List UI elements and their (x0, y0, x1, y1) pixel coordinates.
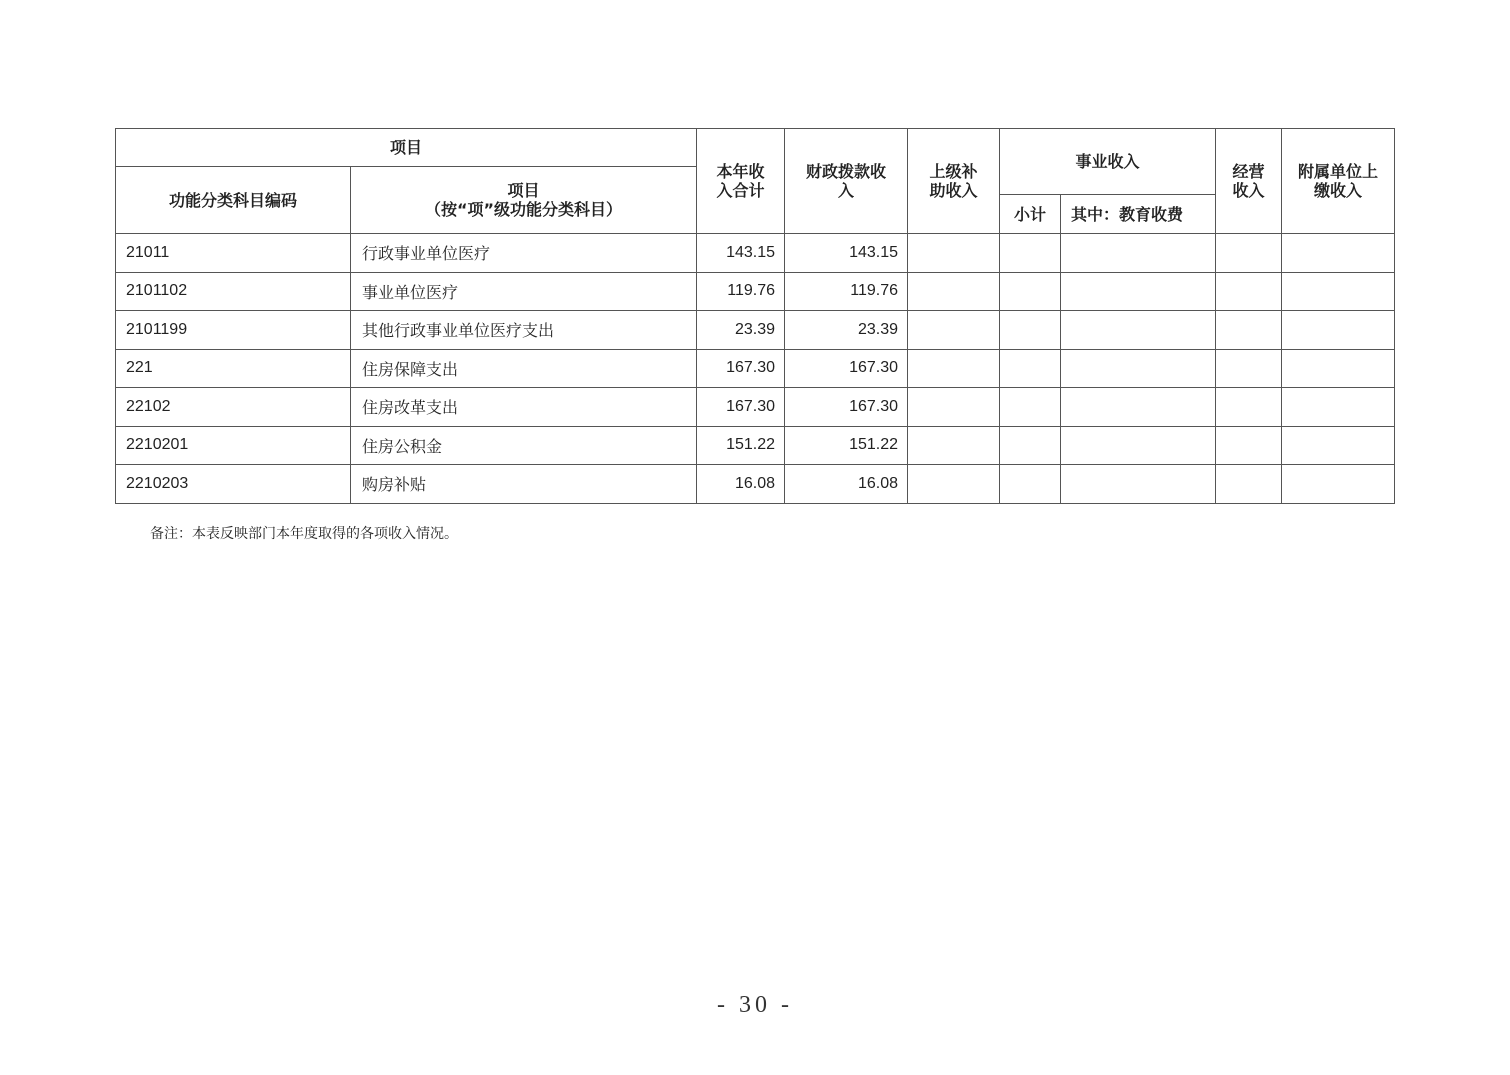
cell-name: 住房公积金 (351, 426, 697, 465)
cell-operating-income (1216, 426, 1282, 465)
cell-career-subtotal (1000, 311, 1061, 350)
header-affiliated-line1: 附属单位上 (1298, 162, 1379, 181)
header-career-income: 事业收入 (1000, 129, 1216, 195)
cell-career-subtotal (1000, 234, 1061, 273)
cell-fiscal-allocation: 16.08 (785, 465, 908, 504)
cell-education-fee (1061, 465, 1216, 504)
header-operating-income (1216, 129, 1282, 234)
cell-education-fee (1061, 272, 1216, 311)
cell-fiscal-allocation: 167.30 (785, 349, 908, 388)
header-function-code: 功能分类科目编码 (116, 167, 351, 234)
cell-superior-subsidy (908, 272, 1000, 311)
header-affiliated-line2: 缴收入 (1314, 181, 1363, 200)
cell-education-fee (1061, 311, 1216, 350)
cell-operating-income (1216, 349, 1282, 388)
cell-fiscal-allocation: 143.15 (785, 234, 908, 273)
cell-name: 其他行政事业单位医疗支出 (351, 311, 697, 350)
table-header (116, 129, 1395, 234)
header-education-fee: 其中：教育收费 (1061, 195, 1216, 234)
table-row (116, 272, 1395, 311)
header-fiscal-allocation (785, 129, 908, 234)
cell-code: 221 (116, 349, 351, 388)
table-body (116, 234, 1395, 504)
cell-affiliated-income (1282, 349, 1395, 388)
cell-superior-subsidy (908, 349, 1000, 388)
cell-career-subtotal (1000, 349, 1061, 388)
cell-superior-subsidy (908, 234, 1000, 273)
cell-education-fee (1061, 234, 1216, 273)
table-row (116, 465, 1395, 504)
cell-operating-income (1216, 388, 1282, 427)
cell-code: 2101199 (116, 311, 351, 350)
cell-affiliated-income (1282, 426, 1395, 465)
header-fiscal-line2: 入 (838, 181, 855, 200)
cell-total-income: 143.15 (697, 234, 785, 273)
cell-total-income: 23.39 (697, 311, 785, 350)
cell-total-income: 119.76 (697, 272, 785, 311)
cell-career-subtotal (1000, 426, 1061, 465)
table-row (116, 388, 1395, 427)
cell-career-subtotal (1000, 465, 1061, 504)
income-table (115, 128, 1395, 504)
header-total-income-line1: 本年收 (716, 162, 765, 181)
cell-affiliated-income (1282, 234, 1395, 273)
cell-operating-income (1216, 465, 1282, 504)
cell-fiscal-allocation: 23.39 (785, 311, 908, 350)
cell-operating-income (1216, 272, 1282, 311)
cell-code: 2210203 (116, 465, 351, 504)
cell-fiscal-allocation: 119.76 (785, 272, 908, 311)
cell-affiliated-income (1282, 465, 1395, 504)
cell-education-fee (1061, 349, 1216, 388)
cell-career-subtotal (1000, 272, 1061, 311)
cell-code: 22102 (116, 388, 351, 427)
cell-superior-subsidy (908, 465, 1000, 504)
cell-total-income: 151.22 (697, 426, 785, 465)
cell-education-fee (1061, 388, 1216, 427)
header-affiliated-income (1282, 129, 1395, 234)
table-row (116, 234, 1395, 273)
cell-affiliated-income (1282, 388, 1395, 427)
cell-career-subtotal (1000, 388, 1061, 427)
cell-total-income: 16.08 (697, 465, 785, 504)
cell-affiliated-income (1282, 311, 1395, 350)
header-fiscal-line1: 财政拨款收 (806, 162, 887, 181)
table-row (116, 426, 1395, 465)
page-number: - 30 - (717, 992, 793, 1018)
table-row (116, 311, 1395, 350)
cell-code: 21011 (116, 234, 351, 273)
cell-superior-subsidy (908, 388, 1000, 427)
header-superior-line1: 上级补 (929, 162, 978, 181)
cell-fiscal-allocation: 151.22 (785, 426, 908, 465)
cell-fiscal-allocation: 167.30 (785, 388, 908, 427)
header-subtotal: 小计 (1000, 195, 1061, 234)
cell-total-income: 167.30 (697, 349, 785, 388)
header-operating-line2: 收入 (1232, 181, 1265, 200)
header-total-income (697, 129, 785, 234)
cell-superior-subsidy (908, 426, 1000, 465)
cell-superior-subsidy (908, 311, 1000, 350)
table-note: 备注：本表反映部门本年度取得的各项收入情况。 (150, 526, 458, 542)
cell-code: 2210201 (116, 426, 351, 465)
cell-operating-income (1216, 311, 1282, 350)
cell-name: 购房补贴 (351, 465, 697, 504)
cell-name: 住房改革支出 (351, 388, 697, 427)
cell-name: 事业单位医疗 (351, 272, 697, 311)
cell-total-income: 167.30 (697, 388, 785, 427)
table-row (116, 349, 1395, 388)
header-item-line1: 项目 (507, 181, 540, 200)
cell-operating-income (1216, 234, 1282, 273)
header-superior-subsidy (908, 129, 1000, 234)
header-item-line2: （按“项”级功能分类科目） (424, 200, 623, 219)
header-operating-line1: 经营 (1232, 162, 1265, 181)
cell-education-fee (1061, 426, 1216, 465)
header-item-name (351, 167, 697, 234)
header-superior-line2: 助收入 (929, 181, 978, 200)
cell-name: 行政事业单位医疗 (351, 234, 697, 273)
cell-affiliated-income (1282, 272, 1395, 311)
cell-name: 住房保障支出 (351, 349, 697, 388)
cell-code: 2101102 (116, 272, 351, 311)
header-project-group: 项目 (116, 129, 697, 167)
header-total-income-line2: 入合计 (716, 181, 765, 200)
